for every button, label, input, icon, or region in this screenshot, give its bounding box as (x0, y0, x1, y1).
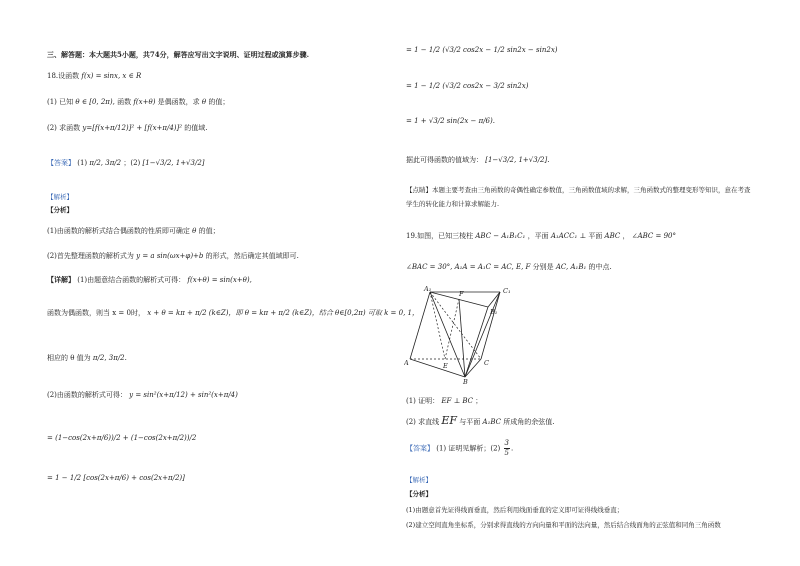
section-header: 三、解答题：本大题共5小题，共74分，解答应写出文字说明、证明过程或演算步骤. (47, 50, 310, 59)
theta-symbol: θ (192, 227, 197, 235)
q19-fenxi-line1: (1)由题意首先证得线面垂直，然后利用线面垂直的定义即可证得线线垂直； (406, 506, 624, 514)
q19-part2-text: 与平面 (459, 418, 481, 426)
answer-part2: ；(2) (123, 159, 141, 167)
q19-answer-text: (1) 证明见解析；(2) (436, 444, 501, 453)
range-text: 据此可得函数的值域为： (406, 156, 483, 164)
q19-part1-expr: EF ⊥ BC (441, 397, 474, 405)
range-values: [1−√3/2, 1+√3/2]. (485, 156, 550, 164)
q19-abc: ABC (604, 232, 621, 240)
q19-answer-fraction (504, 440, 510, 457)
q18-part2-label: (2) 求函数 (47, 124, 81, 132)
q19-text3: ， (622, 232, 630, 240)
q19-plane: A₁ACC₁ ⊥ (550, 232, 587, 240)
detail-line4-text: (2)由函数的解析式可得： (47, 391, 127, 399)
detail-line1 (47, 275, 252, 285)
label-a1: A₁ (424, 285, 432, 293)
q19-analysis-tag: 【解析】 (406, 476, 432, 484)
fraction-numerator: 3 (504, 439, 509, 447)
q18-intro (47, 71, 141, 81)
edge-bc (465, 359, 481, 377)
q19-part2-ef: EF (441, 414, 458, 427)
label-f: F (459, 290, 464, 298)
edge-bc1 (465, 292, 500, 377)
q18-part1-label: (1) 已知 (47, 98, 74, 106)
fenxi-line1-end: 的值； (198, 227, 220, 235)
fenxi-line2-text: (2)首先整理函数的解析式为 (47, 252, 134, 260)
q19-part2-end: 所成角的余弦值. (503, 418, 555, 426)
fenxi-line1 (47, 226, 220, 236)
q18-part1-theta: θ ∈ [0, 2π), (75, 98, 115, 106)
q18-answer (47, 158, 205, 168)
q18-part2-expr: y=[f(x+π/12)]² + [f(x+π/4)]² (82, 124, 183, 132)
q19-part2-label: (2) 求直线 (406, 418, 440, 426)
q19-line2-segments: AC, A₁B₁ (555, 263, 587, 271)
theta-symbol: θ (201, 98, 207, 106)
q19-fenxi-line2: (2)建立空间直角坐标系，分别求得直线的方向向量和平面的法向量，然后结合线面角的正弦值和同角三角函数 (406, 521, 721, 529)
answer-part1-values: π/2, 3π/2 (89, 159, 122, 167)
equation-4: = 1 − 1/2 (√3/2 cos2x − 3/2 sin2x) (406, 82, 529, 90)
detail-line4-expr: y = sin²(x+π/12) + sin²(x+π/4) (129, 391, 238, 399)
equation-5: = 1 + √3/2 sin(2x − π/6). (406, 117, 495, 125)
analysis-tag: 【解析】 (47, 193, 73, 201)
q19-line2-text: 分别是 (532, 263, 554, 271)
edge-ab (410, 359, 465, 377)
q19-line1 (406, 231, 676, 241)
fenxi-line2-end: 的形式，然后确定其值域即可. (205, 252, 299, 260)
edge-a1a (410, 292, 430, 359)
q19-prism: ABC − A₁B₁C₁ (475, 232, 526, 240)
fenxi-line2 (47, 251, 299, 261)
detail-line1-text: (1)由题意结合函数的解析式可得： (77, 276, 186, 284)
edge-c1c (481, 292, 500, 359)
fenxi-line1-text: (1)由函数的解析式结合偶函数的性质即可确定 (47, 227, 190, 235)
prism-figure (404, 285, 534, 385)
q19-answer: 【答案】 (1) 证明见解析；(2) $\frac{3}{5}$ . (406, 439, 514, 457)
fenxi-line2-expr: y = a sin(ωx+φ)+b (136, 252, 204, 260)
q18-part2 (47, 123, 208, 133)
q18-part1-text3: 的值； (208, 98, 230, 106)
q19-part2 (406, 414, 554, 427)
equation-2: = 1 − 1/2 [cos(2x+π/6) + cos(2x+π/2)] (47, 474, 185, 482)
q19-line2-expr: ∠BAC = 30°, A₁A = A₁C = AC, E, F (406, 263, 531, 271)
dianjing-note: 【点睛】本题主要考查由三角函数的奇偶性确定参数值，三角函数值域的求解，三角函数式的整理变形等知识，意在考查学生的转化能力和计算求解能力. (406, 186, 751, 208)
segment-a1c (430, 292, 481, 359)
fraction-denominator: 5 (504, 449, 509, 457)
q19-text2: 平面 (588, 232, 603, 240)
label-c: C (484, 359, 489, 367)
label-b: B (463, 378, 468, 385)
detail-line3-text: 相应的 θ 值为 (47, 354, 91, 362)
detail-line1-expr: f(x+θ) = sin(x+θ), (187, 276, 252, 284)
detail-tag: 【详解】 (47, 275, 75, 284)
q18-label: 18.设函数 (47, 72, 80, 80)
equation-1: = (1−cos(2x+π/6))/2 + (1−cos(2x+π/2))/2 (47, 434, 197, 442)
q19-line2-end: 的中点. (588, 263, 612, 271)
q18-part1-text: 函数 (117, 98, 132, 106)
detail-line2-expr: x + θ = kπ + π/2 (k∈Z)，即 θ = kπ + π/2 (k∈Z)，结合 θ∈[0,2π) 可取 k = 0, 1， (147, 309, 420, 317)
detail-line4 (47, 390, 238, 400)
q19-part1-end: ； (475, 397, 483, 405)
answer-part2-values: [1−√3/2, 1+√3/2] (142, 159, 205, 167)
q19-part1 (406, 396, 482, 406)
q19-line2 (406, 262, 612, 272)
q18-part1-expr: f(x+θ) (133, 98, 156, 106)
q19-part2-plane: A₁BC (482, 418, 502, 426)
label-e: E (443, 362, 448, 370)
fenxi-tag: 【分析】 (47, 206, 73, 214)
q19-text1: ，平面 (527, 232, 549, 240)
range-line (406, 155, 549, 165)
q19-fenxi-tag: 【分析】 (406, 490, 432, 498)
q19-label: 19.如图，已知三棱柱 (406, 232, 474, 240)
segment-ef (445, 299, 459, 359)
q18-part1-text2: 是偶函数，求 (157, 98, 200, 106)
q18-part1 (47, 97, 229, 107)
detail-line3 (47, 353, 127, 363)
q19-answer-tag: 【答案】 (406, 444, 434, 453)
detail-line2 (47, 308, 419, 318)
q18-part2-text: 的值域. (184, 124, 208, 132)
label-a: A (404, 359, 409, 367)
q19-angle: ∠ABC = 90° (631, 232, 676, 240)
answer-tag: 【答案】 (47, 159, 75, 167)
q19-part1-label: (1) 证明： (406, 397, 440, 405)
label-b1: B₁ (490, 308, 498, 316)
detail-line3-values: π/2, 3π/2. (92, 354, 127, 362)
equation-3: = 1 − 1/2 (√3/2 cos2x − 1/2 sin2x − sin2x) (406, 46, 558, 54)
detail-line2-text: 函数为偶函数，则当 x = 0时， (47, 309, 145, 317)
q18-function: f(x) = sinx, x ∈ R (81, 72, 142, 80)
label-c1: C₁ (503, 287, 511, 295)
answer-part1: (1) (77, 159, 88, 167)
